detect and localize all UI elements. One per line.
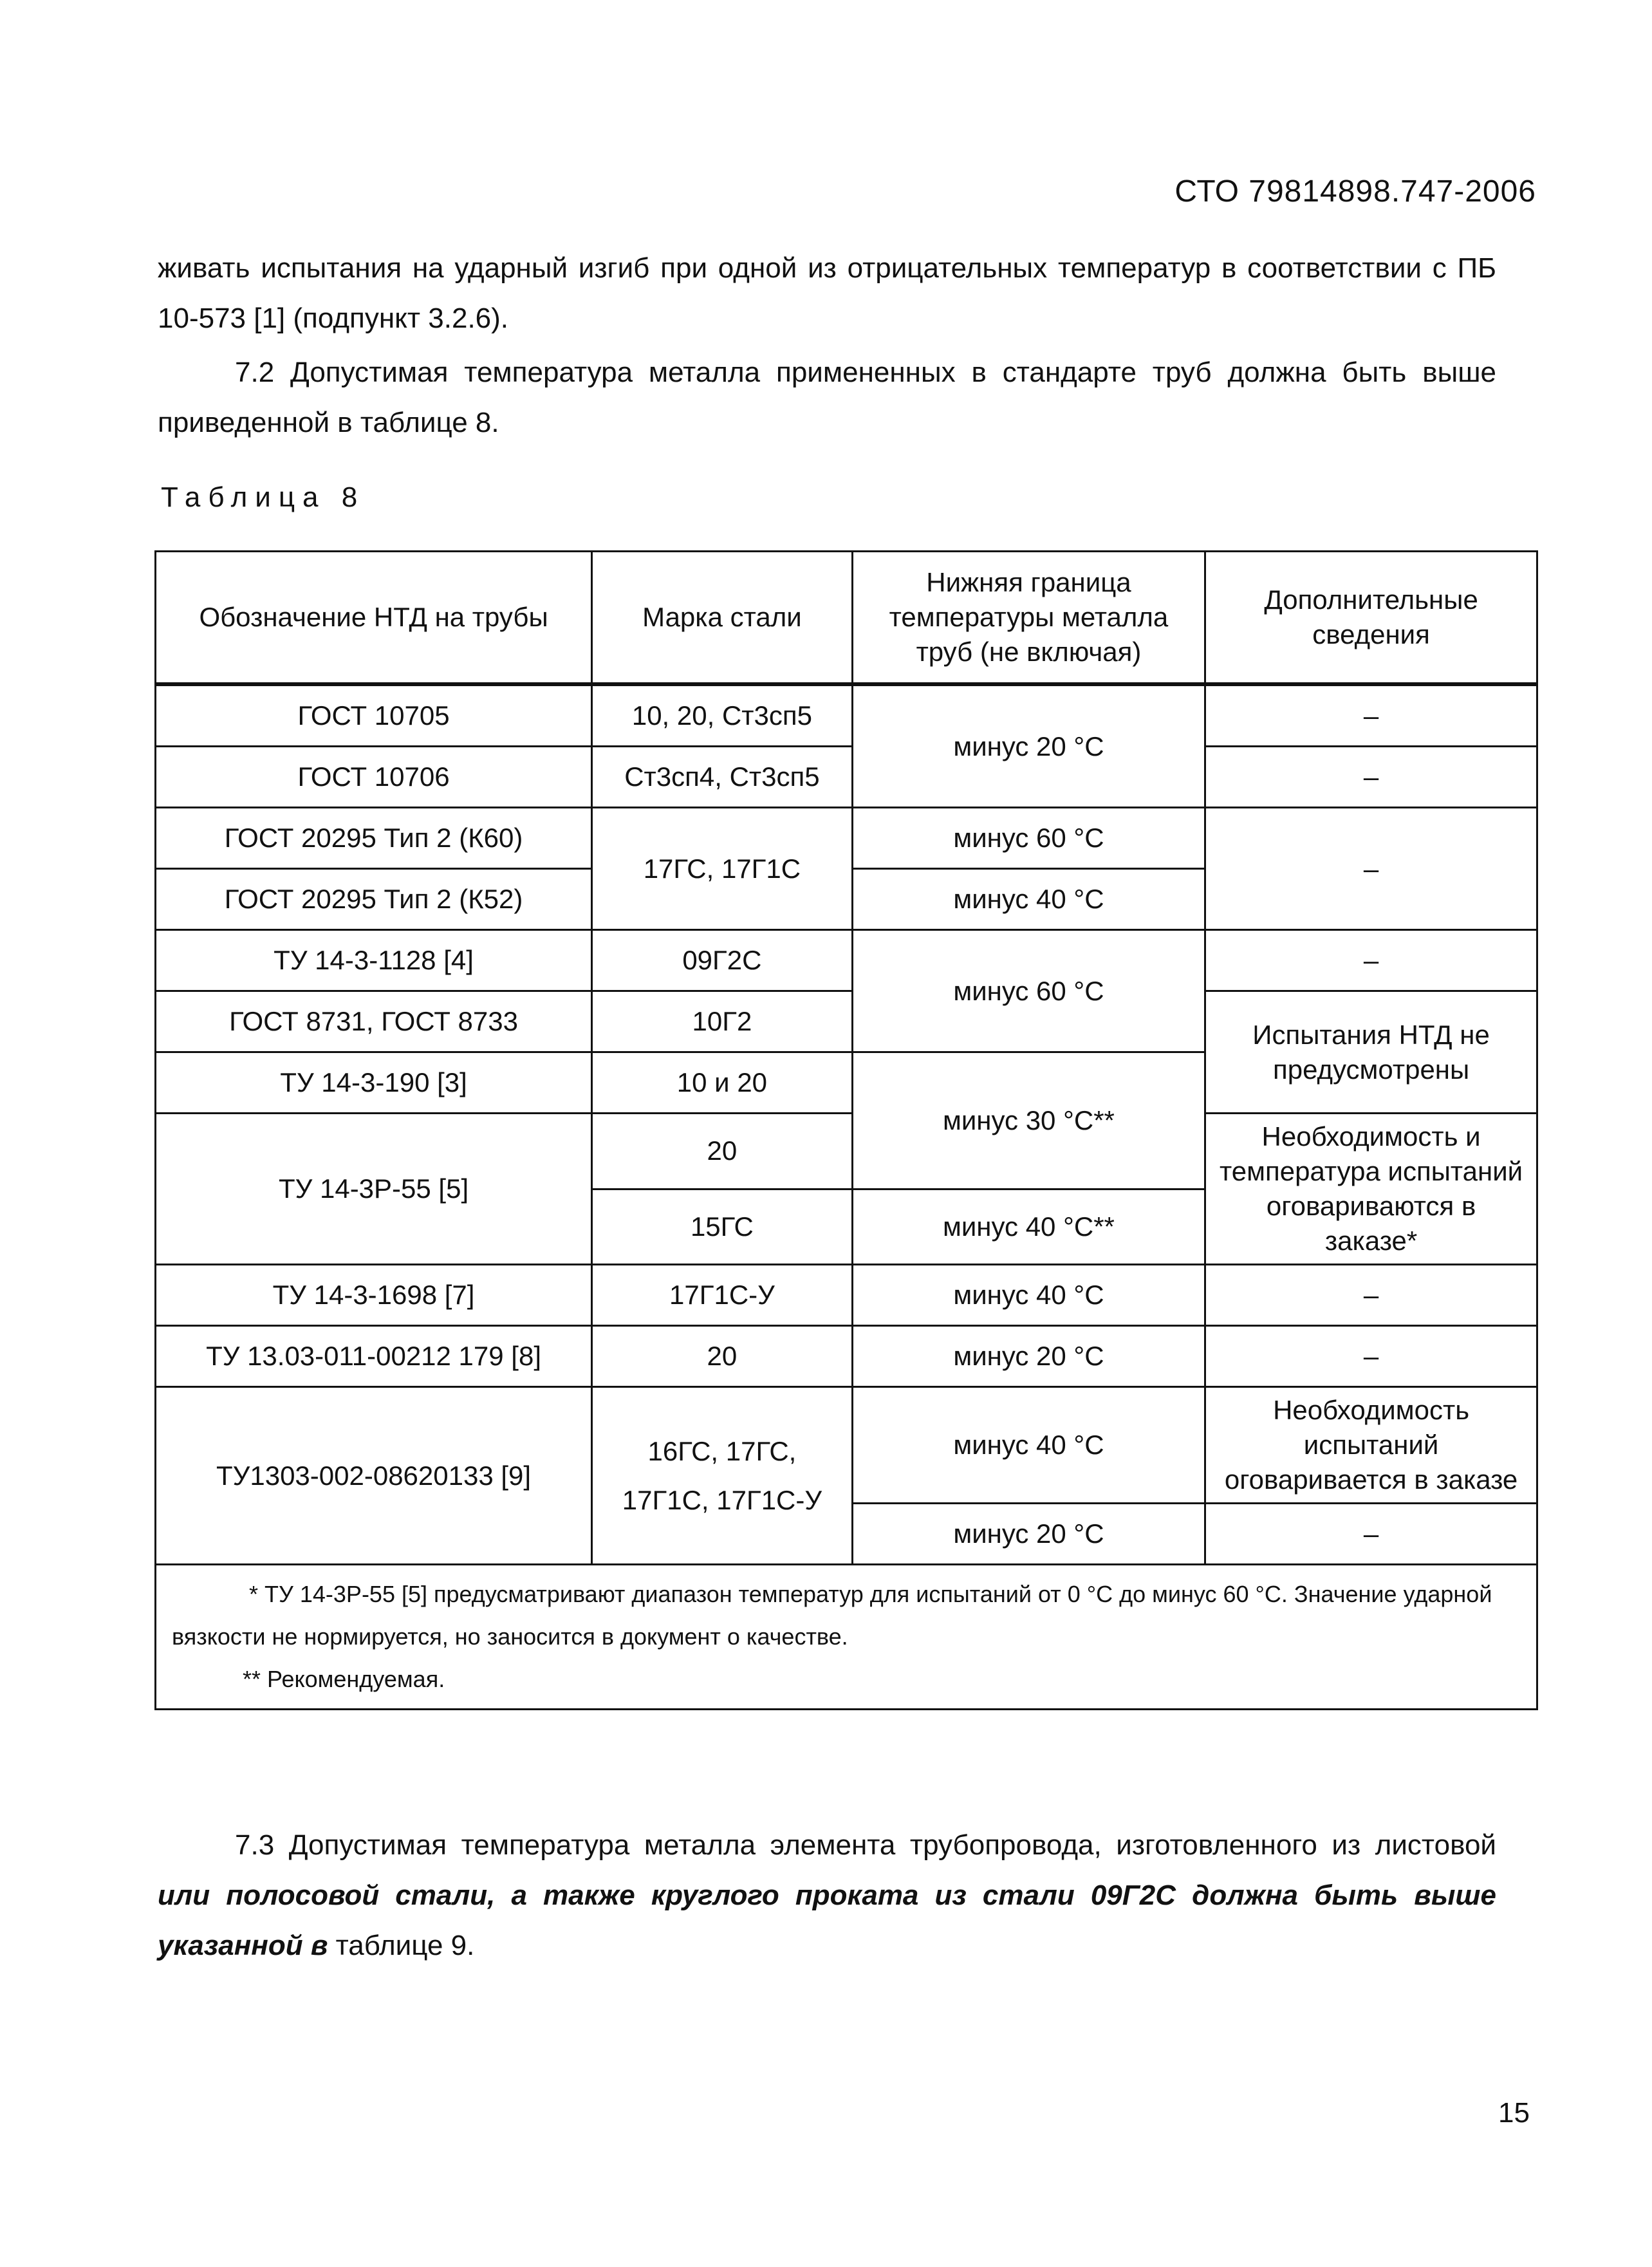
paragraph-7-3-start: 7.3 Допустимая температура металла элемента трубопровода, изготовленного из листовой: [235, 1829, 1496, 1861]
table-8: [154, 550, 1538, 1710]
paragraph-7-3-italic: или полосовой стали, а также круглого проката из стали 09Г2С должна быть выше указанной в: [158, 1880, 1496, 1961]
cell-info: –: [1205, 1326, 1537, 1387]
table-caption: Таблица 8: [161, 481, 366, 513]
table-row: [156, 991, 1537, 1052]
cell-ntd: ГОСТ 10706: [156, 747, 592, 808]
header-steel-grade: Марка стали: [592, 552, 853, 685]
paragraph-7-3-end: таблице 9.: [328, 1930, 475, 1961]
cell-info: –: [1205, 684, 1537, 747]
cell-ntd: ГОСТ 8731, ГОСТ 8733: [156, 991, 592, 1052]
cell-ntd: ГОСТ 20295 Тип 2 (К52): [156, 869, 592, 930]
table-row: [156, 1265, 1537, 1326]
cell-steel: 17ГС, 17Г1С: [592, 808, 853, 930]
document-code: СТО 79814898.747-2006: [1174, 174, 1536, 209]
cell-temp: минус 20 °С: [852, 684, 1205, 808]
table-row: [156, 1387, 1537, 1504]
table-notes: [156, 1565, 1537, 1710]
cell-ntd: ТУ1303-002-08620133 [9]: [156, 1387, 592, 1565]
cell-info: Необходимость испытаний оговаривается в заказе: [1205, 1387, 1537, 1504]
cell-temp: минус 40 °С: [852, 1265, 1205, 1326]
cell-temp: минус 40 °С: [852, 1387, 1205, 1504]
cell-ntd: ТУ 14-3-1128 [4]: [156, 930, 592, 991]
cell-steel: 16ГС, 17ГС, 17Г1С, 17Г1С-У: [592, 1387, 853, 1565]
paragraph-continuation: живать испытания на ударный изгиб при одной из отрицательных температур в соответствии с ПБ 10-573 [1] (подпункт 3.2.6).: [158, 252, 1496, 334]
footnote-2: ** Рекомендуемая.: [243, 1666, 445, 1692]
table-row: [156, 747, 1537, 808]
cell-info: –: [1205, 930, 1537, 991]
header-additional-info: Дополнительные сведения: [1205, 552, 1537, 685]
table-row: [156, 1114, 1537, 1189]
table-header-row: [156, 552, 1537, 685]
cell-ntd: ГОСТ 20295 Тип 2 (К60): [156, 808, 592, 869]
cell-temp: минус 20 °С: [852, 1504, 1205, 1565]
cell-steel: 15ГС: [592, 1189, 853, 1265]
paragraph-7-2: 7.2 Допустимая температура металла примененных в стандарте труб должна быть выше приведенной в таблице 8.: [158, 357, 1496, 438]
cell-info: –: [1205, 1504, 1537, 1565]
table-row: [156, 1326, 1537, 1387]
cell-steel: 20: [592, 1114, 853, 1189]
cell-steel: 10Г2: [592, 991, 853, 1052]
cell-temp: минус 40 °С**: [852, 1189, 1205, 1265]
cell-info: –: [1205, 1265, 1537, 1326]
cell-steel: 10, 20, Ст3сп5: [592, 684, 853, 747]
paragraph-7-3: [158, 1820, 1496, 1971]
cell-steel: 10 и 20: [592, 1052, 853, 1114]
cell-info: Испытания НТД не предусмотрены: [1205, 991, 1537, 1114]
header-temperature: Нижняя граница температуры металла труб (не включая): [852, 552, 1205, 685]
cell-temp: минус 40 °С: [852, 869, 1205, 930]
cell-ntd: ТУ 13.03-011-00212 179 [8]: [156, 1326, 592, 1387]
cell-steel: Ст3сп4, Ст3сп5: [592, 747, 853, 808]
cell-info: Необходимость и температура испытаний оговариваются в заказе*: [1205, 1114, 1537, 1265]
table-row: [156, 930, 1537, 991]
cell-ntd: ГОСТ 10705: [156, 684, 592, 747]
cell-steel: 09Г2С: [592, 930, 853, 991]
cell-ntd: ТУ 14-3Р-55 [5]: [156, 1114, 592, 1265]
cell-steel: 17Г1С-У: [592, 1265, 853, 1326]
cell-temp: минус 60 °С: [852, 930, 1205, 1052]
header-ntd: Обозначение НТД на трубы: [156, 552, 592, 685]
cell-steel: 20: [592, 1326, 853, 1387]
table-row: [156, 684, 1537, 747]
table-row: [156, 808, 1537, 869]
table-notes-row: [156, 1565, 1537, 1710]
cell-ntd: ТУ 14-3-190 [3]: [156, 1052, 592, 1114]
cell-info: –: [1205, 747, 1537, 808]
cell-temp: минус 20 °С: [852, 1326, 1205, 1387]
cell-temp: минус 60 °С: [852, 808, 1205, 869]
footnote-1: * ТУ 14-3Р-55 [5] предусматривают диапазон температур для испытаний от 0 °С до минус 60 °С. Значение ударной вязкости не нормируется, но заносится в документ о качестве.: [172, 1581, 1492, 1650]
cell-ntd: ТУ 14-3-1698 [7]: [156, 1265, 592, 1326]
cell-info: –: [1205, 808, 1537, 930]
cell-temp: минус 30 °С**: [852, 1052, 1205, 1189]
page-number: 15: [1498, 2097, 1530, 2129]
